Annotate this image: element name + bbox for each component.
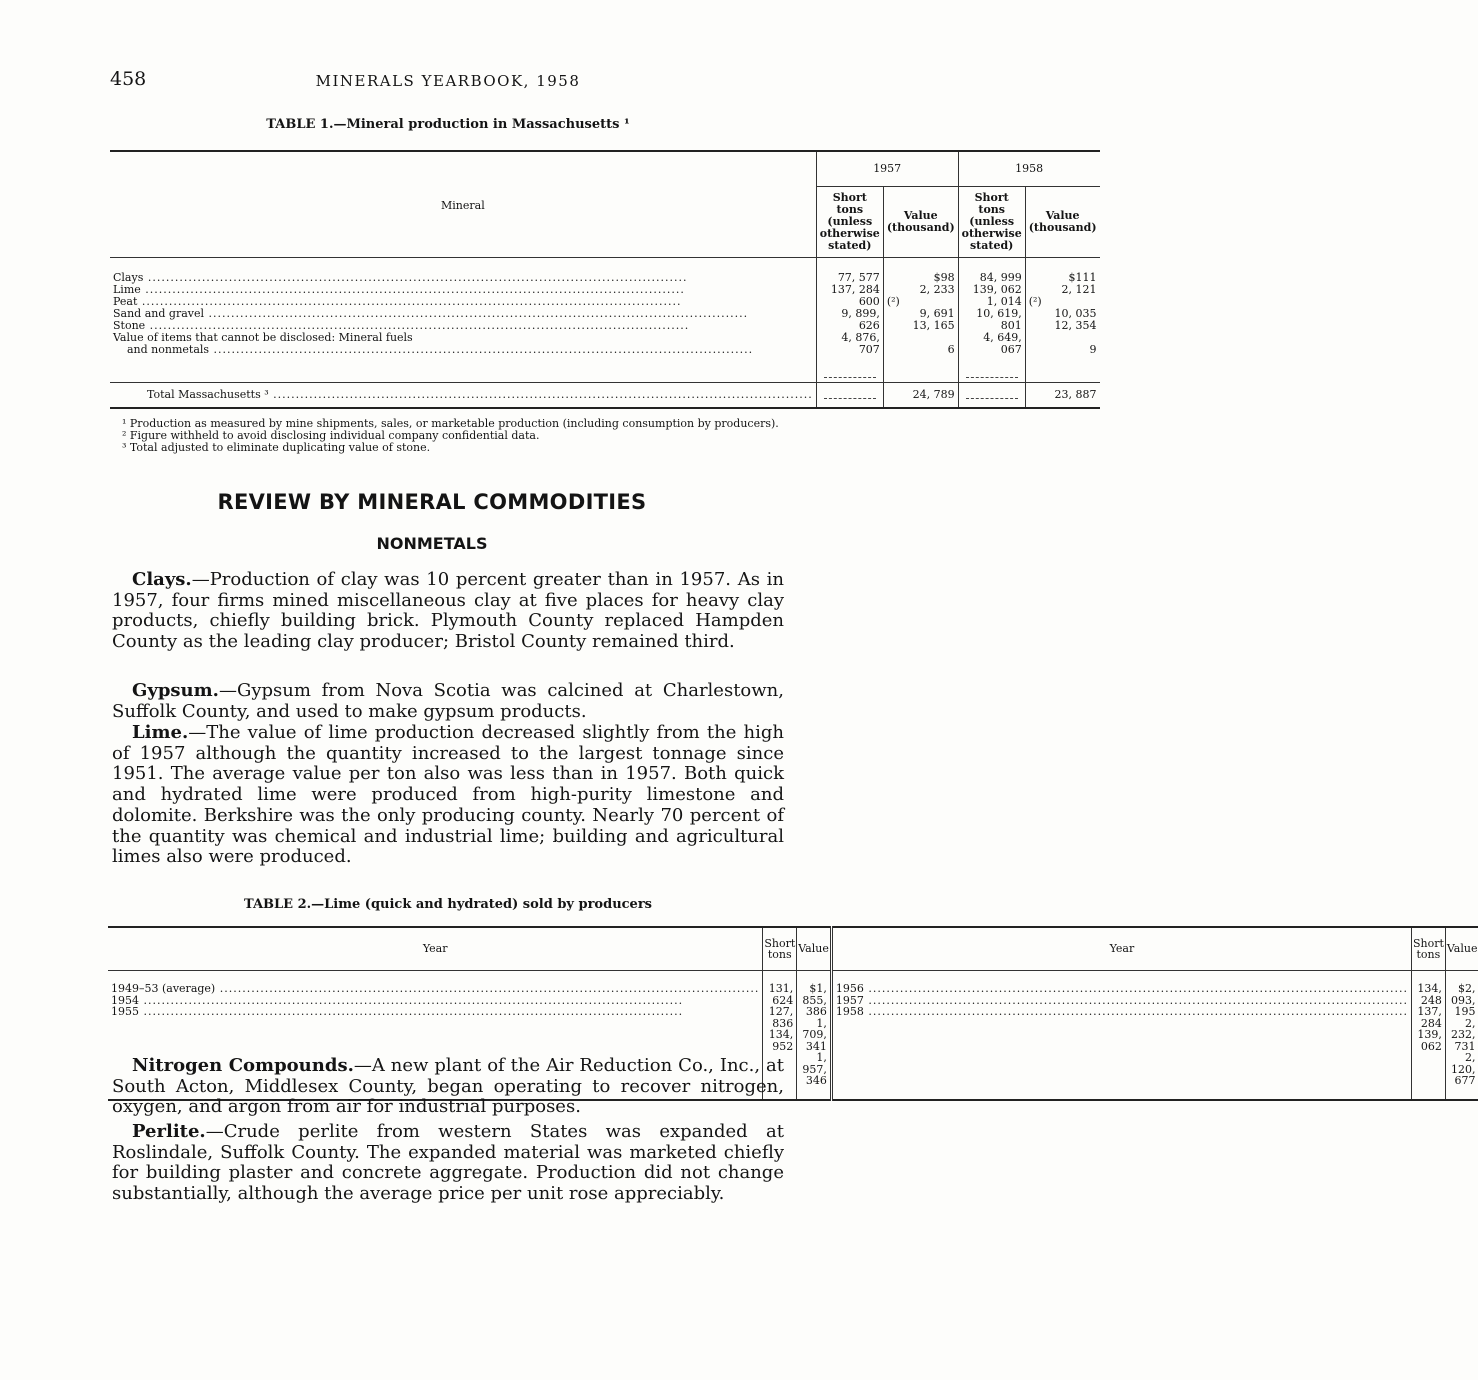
short-tons-header: Short tons xyxy=(1411,927,1445,971)
cell: 1, 014 xyxy=(986,295,1022,308)
run-in-heading: Gypsum. xyxy=(132,680,219,701)
table1-caption: TABLE 1.—Mineral production in Massachusetts ¹ xyxy=(266,117,630,132)
year-cell: 1957 ..... xyxy=(836,995,1408,1007)
cell: (²) xyxy=(886,295,900,308)
row-label-lime: Lime ..... xyxy=(113,284,813,296)
cell: 127, 836 xyxy=(768,1005,794,1030)
cell: 13, 165 xyxy=(912,319,955,332)
cell: 10, 619, 801 xyxy=(976,307,1022,332)
cell: 2, 232, 731 xyxy=(1450,1016,1476,1053)
paragraph-text: —Crude perlite from western States was expanded at Roslindale, Suffolk County. The expanded material was marketed chiefly for building plaster and concrete aggregate. Production did not change substantially, although the average price per unit rose appreciably. xyxy=(112,1121,784,1205)
year-1958-header: 1958 xyxy=(958,151,1099,187)
cell: 12, 354 xyxy=(1054,319,1097,332)
run-in-heading: Nitrogen Compounds. xyxy=(132,1055,354,1076)
paragraph-text: —Gypsum from Nova Scotia was calcined at Charlestown, Suffolk County, and used to make gypsum products. xyxy=(112,680,784,722)
paragraph-perlite xyxy=(112,1122,784,1205)
paragraph-gypsum xyxy=(112,681,784,722)
cell: 6 xyxy=(947,343,955,356)
row-label-stone: Stone ..... xyxy=(113,320,813,332)
cell: (²) xyxy=(1028,295,1042,308)
cell: $1, 855, 386 xyxy=(802,982,827,1018)
year-cell: 1949–53 (average) ..... xyxy=(111,983,759,995)
footnote: ² Figure withheld to avoid disclosing individual company confidential data. xyxy=(122,429,540,442)
row-label-sand-gravel: Sand and gravel ..... xyxy=(113,308,813,320)
cell: $98 xyxy=(933,271,955,284)
total-label: Total Massachusetts ³ ..... xyxy=(113,389,813,401)
subsection-title: NONMETALS xyxy=(376,534,488,553)
table-row xyxy=(110,258,1100,383)
total-value-1958: 23, 887 xyxy=(1025,383,1099,409)
cell: 134, 952 xyxy=(768,1028,794,1053)
year-1957-header: 1957 xyxy=(816,151,958,187)
cell: 4, 649, 067 xyxy=(983,331,1022,356)
mineral-column-header: Mineral xyxy=(110,151,816,258)
section-title: REVIEW BY MINERAL COMMODITIES xyxy=(217,490,647,514)
cell: 2, 233 xyxy=(919,283,955,296)
short-tons-header: Short tons xyxy=(763,927,797,971)
table-row-total xyxy=(110,383,1100,409)
cell: 9, 899, 626 xyxy=(841,307,880,332)
empty-cell-dashes xyxy=(966,368,1018,378)
paragraph-text: —Production of clay was 10 percent greater than in 1957. As in 1957, four firms mined miscellaneous clay at five places for heavy clay products, chiefly building brick. Plymouth County replaced Hampden County as the leading clay producer; Bristol County remained third. xyxy=(112,569,784,653)
row-label-clays: Clays ..... xyxy=(113,272,813,284)
cell: 1, 709, 341 xyxy=(802,1016,827,1053)
page-header xyxy=(110,68,786,98)
cell: 9 xyxy=(1089,343,1097,356)
cell: 10, 035 xyxy=(1054,307,1097,320)
year-cell: 1954 ..... xyxy=(111,995,759,1007)
mineral-production-table xyxy=(110,150,1100,409)
running-title: MINERALS YEARBOOK, 1958 xyxy=(315,72,581,90)
paragraph-nitrogen xyxy=(112,1056,784,1118)
empty-cell-dashes xyxy=(966,389,1018,399)
value-header: Value xyxy=(797,927,832,971)
run-in-heading: Clays. xyxy=(132,569,192,590)
empty-cell-dashes xyxy=(824,368,876,378)
cell: 137, 284 xyxy=(830,283,880,296)
cell: $111 xyxy=(1068,271,1097,284)
paragraph-clays xyxy=(112,570,784,653)
cell: 1, 957, 346 xyxy=(802,1051,827,1087)
year-header: Year xyxy=(831,927,1411,971)
year-cell: 1958 ..... xyxy=(836,1006,1408,1018)
footnote: ¹ Production as measured by mine shipments, sales, or marketable production (including consumption by producers). xyxy=(122,417,779,430)
cell: $2, 093, 195 xyxy=(1450,982,1476,1018)
cell: 137, 284 xyxy=(1417,1005,1442,1030)
short-tons-1958-header: Short tons (unless otherwise stated) xyxy=(958,187,1025,258)
row-label-nondisclosed: Value of items that cannot be disclosed: Mineral fuels xyxy=(113,331,413,344)
row-label-peat: Peat ..... xyxy=(113,296,813,308)
year-header: Year xyxy=(108,927,763,971)
paragraph-text: —The value of lime production decreased slightly from the high of 1957 although the quantity increased to the largest tonnage since 1951. The average value per ton also was less than in 1957. Both quick and hydrated lime were produced from high-purity limestone and dolomite. Berkshire was the only producing county. Nearly 70 percent of the quantity was chemical and industrial lime; building and agricultural limes also were produced. xyxy=(112,722,784,868)
paragraph-lime xyxy=(112,723,784,868)
cell: 2, 120, 677 xyxy=(1450,1051,1476,1087)
table1-footnotes xyxy=(112,418,788,454)
value-header: Value xyxy=(1445,927,1478,971)
page-number: 458 xyxy=(110,68,147,90)
value-1957-header: Value (thousand) xyxy=(883,187,958,258)
cell: 2, 121 xyxy=(1061,283,1097,296)
cell: 134, 248 xyxy=(1417,982,1442,1007)
cell: 77, 577 xyxy=(837,271,880,284)
cell: 139, 062 xyxy=(972,283,1022,296)
cell: 4, 876, 707 xyxy=(841,331,880,356)
cell: 84, 999 xyxy=(979,271,1022,284)
row-label-nondisclosed-cont: and nonmetals ..... xyxy=(113,344,813,356)
run-in-heading: Lime. xyxy=(132,722,189,743)
cell: 9, 691 xyxy=(919,307,955,320)
footnote: ³ Total adjusted to eliminate duplicating value of stone. xyxy=(122,441,431,454)
table2-caption: TABLE 2.—Lime (quick and hydrated) sold by producers xyxy=(243,897,652,912)
cell: 600 xyxy=(858,295,880,308)
cell: 131, 624 xyxy=(768,982,794,1007)
year-cell: 1955 ..... xyxy=(111,1006,759,1018)
year-cell: 1956 ..... xyxy=(836,983,1408,995)
cell: 139, 062 xyxy=(1417,1028,1442,1053)
run-in-heading: Perlite. xyxy=(132,1121,206,1142)
value-1958-header: Value (thousand) xyxy=(1025,187,1099,258)
total-value-1957: 24, 789 xyxy=(883,383,958,409)
paragraph-text: —A new plant of the Air Reduction Co., Inc., at South Acton, Middlesex County, began operating to recover nitrogen, oxygen, and argon from air for industrial purposes. xyxy=(112,1055,784,1118)
empty-cell-dashes xyxy=(824,389,876,399)
short-tons-1957-header: Short tons (unless otherwise stated) xyxy=(816,187,883,258)
